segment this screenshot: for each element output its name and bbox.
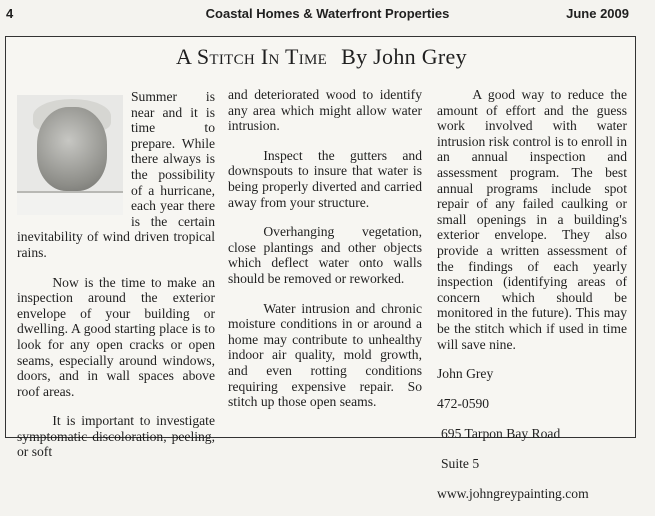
article-column-2 (228, 87, 422, 424)
paragraph-3: It is important to investigate symptomatic discoloration, peeling, or soft (17, 413, 215, 460)
signature-suite: Suite 5 (441, 456, 480, 472)
paragraph-1: Summer is near and it is time to prepare. While there always is the possibility of a hurricane, each year there is the certain inevitability of wind driven tropical rains. (17, 89, 215, 260)
signature-website: www.johngreypainting.com (437, 486, 589, 502)
paragraph-8: A good way to reduce the amount of effort and the guess work involved with water intrusion risk control is to enroll in an annual inspection and assessment program. The best annual programs include spot repair of any failed caulking or small openings in a building's exterior envelope. They also provide a written assessment of the findings of each yearly inspection (identifying areas of concern which should be monitored in the future). This may be the stitch which if used in time will save nine. (437, 87, 627, 352)
paragraph-2: Now is the time to make an inspection around the exterior envelope of your building or dwelling. A good starting place is to look for any open cracks or open seams, especially around windows, doors, and in wall spaces above roof areas. (17, 274, 215, 399)
paragraph-6: Overhanging vegetation, close plantings and other objects which deflect water onto walls should be removed or reworked. (228, 224, 422, 286)
signature-street: 695 Tarpon Bay Road (441, 426, 561, 442)
publication-title: Coastal Homes & Waterfront Properties (205, 6, 450, 21)
article-frame (5, 36, 636, 502)
paragraph-5: Inspect the gutters and downspouts to insure that water is being properly diverted and carried away from your structure. (228, 147, 422, 210)
page-header (0, 0, 655, 28)
paragraph-4: and deteriorated wood to identify any area which might allow water intrusion. (228, 87, 422, 134)
signature-phone: 472-0590 (437, 396, 490, 412)
author-photo (17, 95, 123, 215)
page-number: 4 (6, 6, 14, 21)
article-title: A Stitch In Time (176, 44, 328, 69)
signature-name: John Grey (437, 366, 494, 382)
article-byline: By John Grey (341, 44, 467, 69)
article-title-line (6, 44, 637, 70)
paragraph-7: Water intrusion and chronic moisture conditions in or around a home may contribute to unhealthy indoor air quality, mold growth, and even rotting conditions requiring expensive repair. So stitch up those open seams. (228, 300, 422, 410)
issue-date: June 2009 (566, 6, 629, 21)
article-column-1 (17, 89, 215, 474)
